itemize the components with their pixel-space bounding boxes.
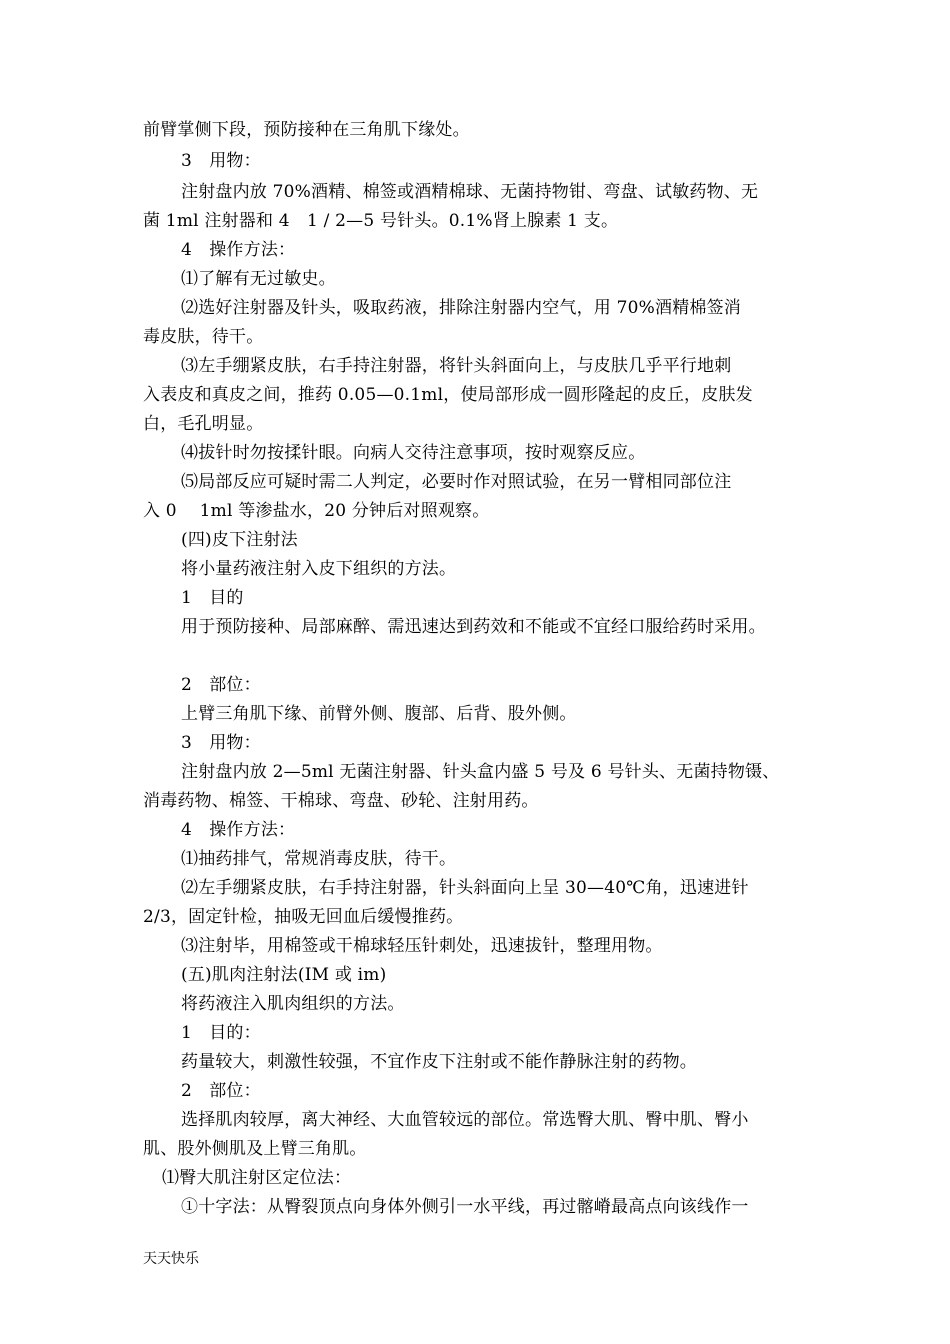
text-line: ⑷拔针时勿按揉针眼。向病人交待注意事项，按时观察反应。 xyxy=(181,443,646,463)
text-line: 菌 1ml 注射器和 4 1 / 2—5 号针头。0.1%肾上腺素 1 支。 xyxy=(143,211,619,231)
text-line: ⑵左手绷紧皮肤，右手持注射器，针头斜面向上呈 30—40℃角，迅速进针 xyxy=(181,878,749,898)
text-line: 2 部位： xyxy=(181,1081,261,1101)
text-line: ⑴臀大肌注射区定位法： xyxy=(162,1168,352,1188)
text-line: 入表皮和真皮之间，推药 0.05—0.1ml，使局部形成一圆形隆起的皮丘，皮肤发 xyxy=(143,385,753,405)
text-line: 将小量药液注射入皮下组织的方法。 xyxy=(181,559,457,579)
text-line: ⑴抽药排气，常规消毒皮肤，待干。 xyxy=(181,849,457,869)
text-line: 上臂三角肌下缘、前臂外侧、腹部、后背、股外侧。 xyxy=(181,704,577,724)
text-line: 白，毛孔明显。 xyxy=(143,414,264,434)
text-line: 2/3，固定针检，抽吸无回血后缓慢推药。 xyxy=(143,907,464,927)
text-line: 4 操作方法： xyxy=(181,820,296,840)
text-line: ⑶左手绷紧皮肤，右手持注射器，将针头斜面向上，与皮肤几乎平行地刺 xyxy=(181,356,732,376)
text-line: ⑴了解有无过敏史。 xyxy=(181,269,336,289)
text-line: 2 部位： xyxy=(181,675,261,695)
text-line: 1 目的： xyxy=(181,1023,261,1043)
text-line: 1 目的 xyxy=(181,588,244,608)
text-line: ⑶注射毕，用棉签或干棉球轻压针刺处，迅速拔针，整理用物。 xyxy=(181,936,663,956)
text-line: 3 用物： xyxy=(181,733,261,753)
text-line: ⑵选好注射器及针头，吸取药液，排除注射器内空气，用 70%酒精棉签消 xyxy=(181,298,741,318)
text-line: 入 0 1ml 等渗盐水，20 分钟后对照观察。 xyxy=(143,501,490,521)
text-line: (五)肌肉注射法(IM 或 im) xyxy=(181,965,387,985)
text-line: 药量较大，刺激性较强，不宜作皮下注射或不能作静脉注射的药物。 xyxy=(181,1052,697,1072)
text-line: 4 操作方法： xyxy=(181,240,296,260)
text-line: 前臂掌侧下段，预防接种在三角肌下缘处。 xyxy=(143,120,470,140)
text-line: ①十字法：从臀裂顶点向身体外侧引一水平线，再过髂嵴最高点向该线作一 xyxy=(181,1197,749,1217)
text-line: 将药液注入肌肉组织的方法。 xyxy=(181,994,405,1014)
text-line: 肌、股外侧肌及上臂三角肌。 xyxy=(143,1139,367,1159)
text-line: 用于预防接种、局部麻醉、需迅速达到药效和不能或不宜经口服给药时采用。 xyxy=(181,617,766,637)
text-line: 消毒药物、棉签、干棉球、弯盘、砂轮、注射用药。 xyxy=(143,791,539,811)
text-line: (四)皮下注射法 xyxy=(181,530,298,550)
text-line: 注射盘内放 70%酒精、棉签或酒精棉球、无菌持物钳、弯盘、试敏药物、无 xyxy=(181,182,759,202)
text-line: 3 用物： xyxy=(181,151,261,171)
page-footer: 天天快乐 xyxy=(143,1251,199,1267)
text-line: 注射盘内放 2—5ml 无菌注射器、针头盒内盛 5 号及 6 号针头、无菌持物镊、 xyxy=(181,762,780,782)
text-line: ⑸局部反应可疑时需二人判定，必要时作对照试验，在另一臂相同部位注 xyxy=(181,472,732,492)
text-line: 毒皮肤，待干。 xyxy=(143,327,264,347)
text-line: 选择肌肉较厚，离大神经、大血管较远的部位。常选臀大肌、臀中肌、臀小 xyxy=(181,1110,749,1130)
